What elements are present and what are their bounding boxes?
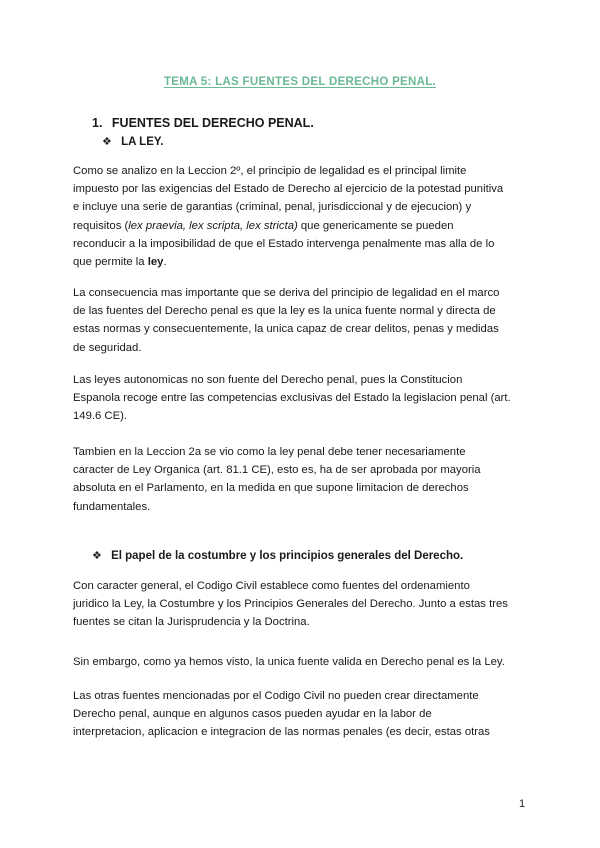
paragraph-7 [73,687,533,742]
bold-term: ley [147,256,164,269]
text-line: de seguridad. [73,341,142,354]
paragraph-4 [73,443,533,516]
text-fragment: que permite la [73,256,148,269]
text-line: 149.6 CE). [73,410,128,423]
text-line: estas normas y consecuentemente, la unica capaz de crear delitos, penas y medidas [73,323,499,336]
page-number: 1 [519,798,526,810]
italic-latin-terms: lex praevia, lex scripta, lex stricta) [128,219,298,232]
section-heading-1 [92,116,314,130]
diamond-bullet-icon: ❖ [102,136,112,148]
subheading-text: LA LEY. [121,136,164,148]
section-number: 1. [92,116,103,130]
paragraph-1 [73,162,533,271]
text-fragment: requisitos ( [73,219,129,232]
paragraph-5 [73,577,533,632]
text-fragment: que genericamente se pueden [297,219,454,232]
text-line: Con caracter general, el Codigo Civil establece como fuentes del ordenamiento [73,580,470,592]
text-line: caracter de Ley Organica (art. 81.1 CE), esto es, ha de ser aprobada por mayoria [73,464,481,477]
subheading-text: El papel de la costumbre y los principios generales del Derecho. [111,550,464,562]
text-line: Como se analizo en la Leccion 2º, el principio de legalidad es el principal limite [73,165,467,177]
document-title: TEMA 5: LAS FUENTES DEL DERECHO PENAL. [163,76,437,88]
paragraph-2 [73,284,533,357]
text-line: fundamentales. [73,500,151,513]
text-line: absoluta en el Parlamento, en la medida en que supone limitacion de derechos [73,482,469,495]
section-heading-text: FUENTES DEL DERECHO PENAL. [111,116,314,130]
subheading-costumbre [92,549,463,562]
text-fragment: . [163,256,167,269]
text-line [73,217,533,235]
paragraph-3 [73,371,533,426]
text-line: juridico la Ley, la Costumbre y los Principios Generales del Derecho. Junto a estas tres [73,598,508,611]
text-line: Espanola recoge entre las competencias exclusivas del Estado la legislacion penal (art. [73,392,511,405]
text-line [73,253,533,271]
text-line: fuentes se citan la Jurisprudencia y la Doctrina. [73,616,310,629]
text-line: reconducir a la imposibilidad de que el Estado intervenga penalmente mas alla de lo [73,237,495,250]
text-line: Las otras fuentes mencionadas por el Codigo Civil no pueden crear directamente [73,690,479,702]
text-line: Tambien en la Leccion 2a se vio como la ley penal debe tener necesariamente [73,446,466,458]
text-line: e incluye una serie de garantias (criminal, penal, jurisdiccional y de ejecucion) y [73,201,472,214]
text-line: de las fuentes del Derecho penal es que la ley es la unica fuente normal y directa de [73,305,496,318]
text-line: impuesto por las exigencias del Estado de Derecho al ejercicio de la potestad punitiva [73,183,504,196]
paragraph-6 [73,653,533,671]
subheading-la-ley [102,135,163,148]
text-line: Las leyes autonomicas no son fuente del Derecho penal, pues la Constitucion [73,374,463,386]
text-line: Sin embargo, como ya hemos visto, la unica fuente valida en Derecho penal es la Ley. [73,656,505,668]
text-line: interpretacion, aplicacion e integracion de las normas penales (es decir, estas otras [73,726,490,739]
diamond-bullet-icon: ❖ [92,550,102,562]
text-line: Derecho penal, aunque en algunos casos pueden ayudar en la labor de [73,708,432,721]
text-line: La consecuencia mas importante que se deriva del principio de legalidad en el marco [73,287,500,299]
